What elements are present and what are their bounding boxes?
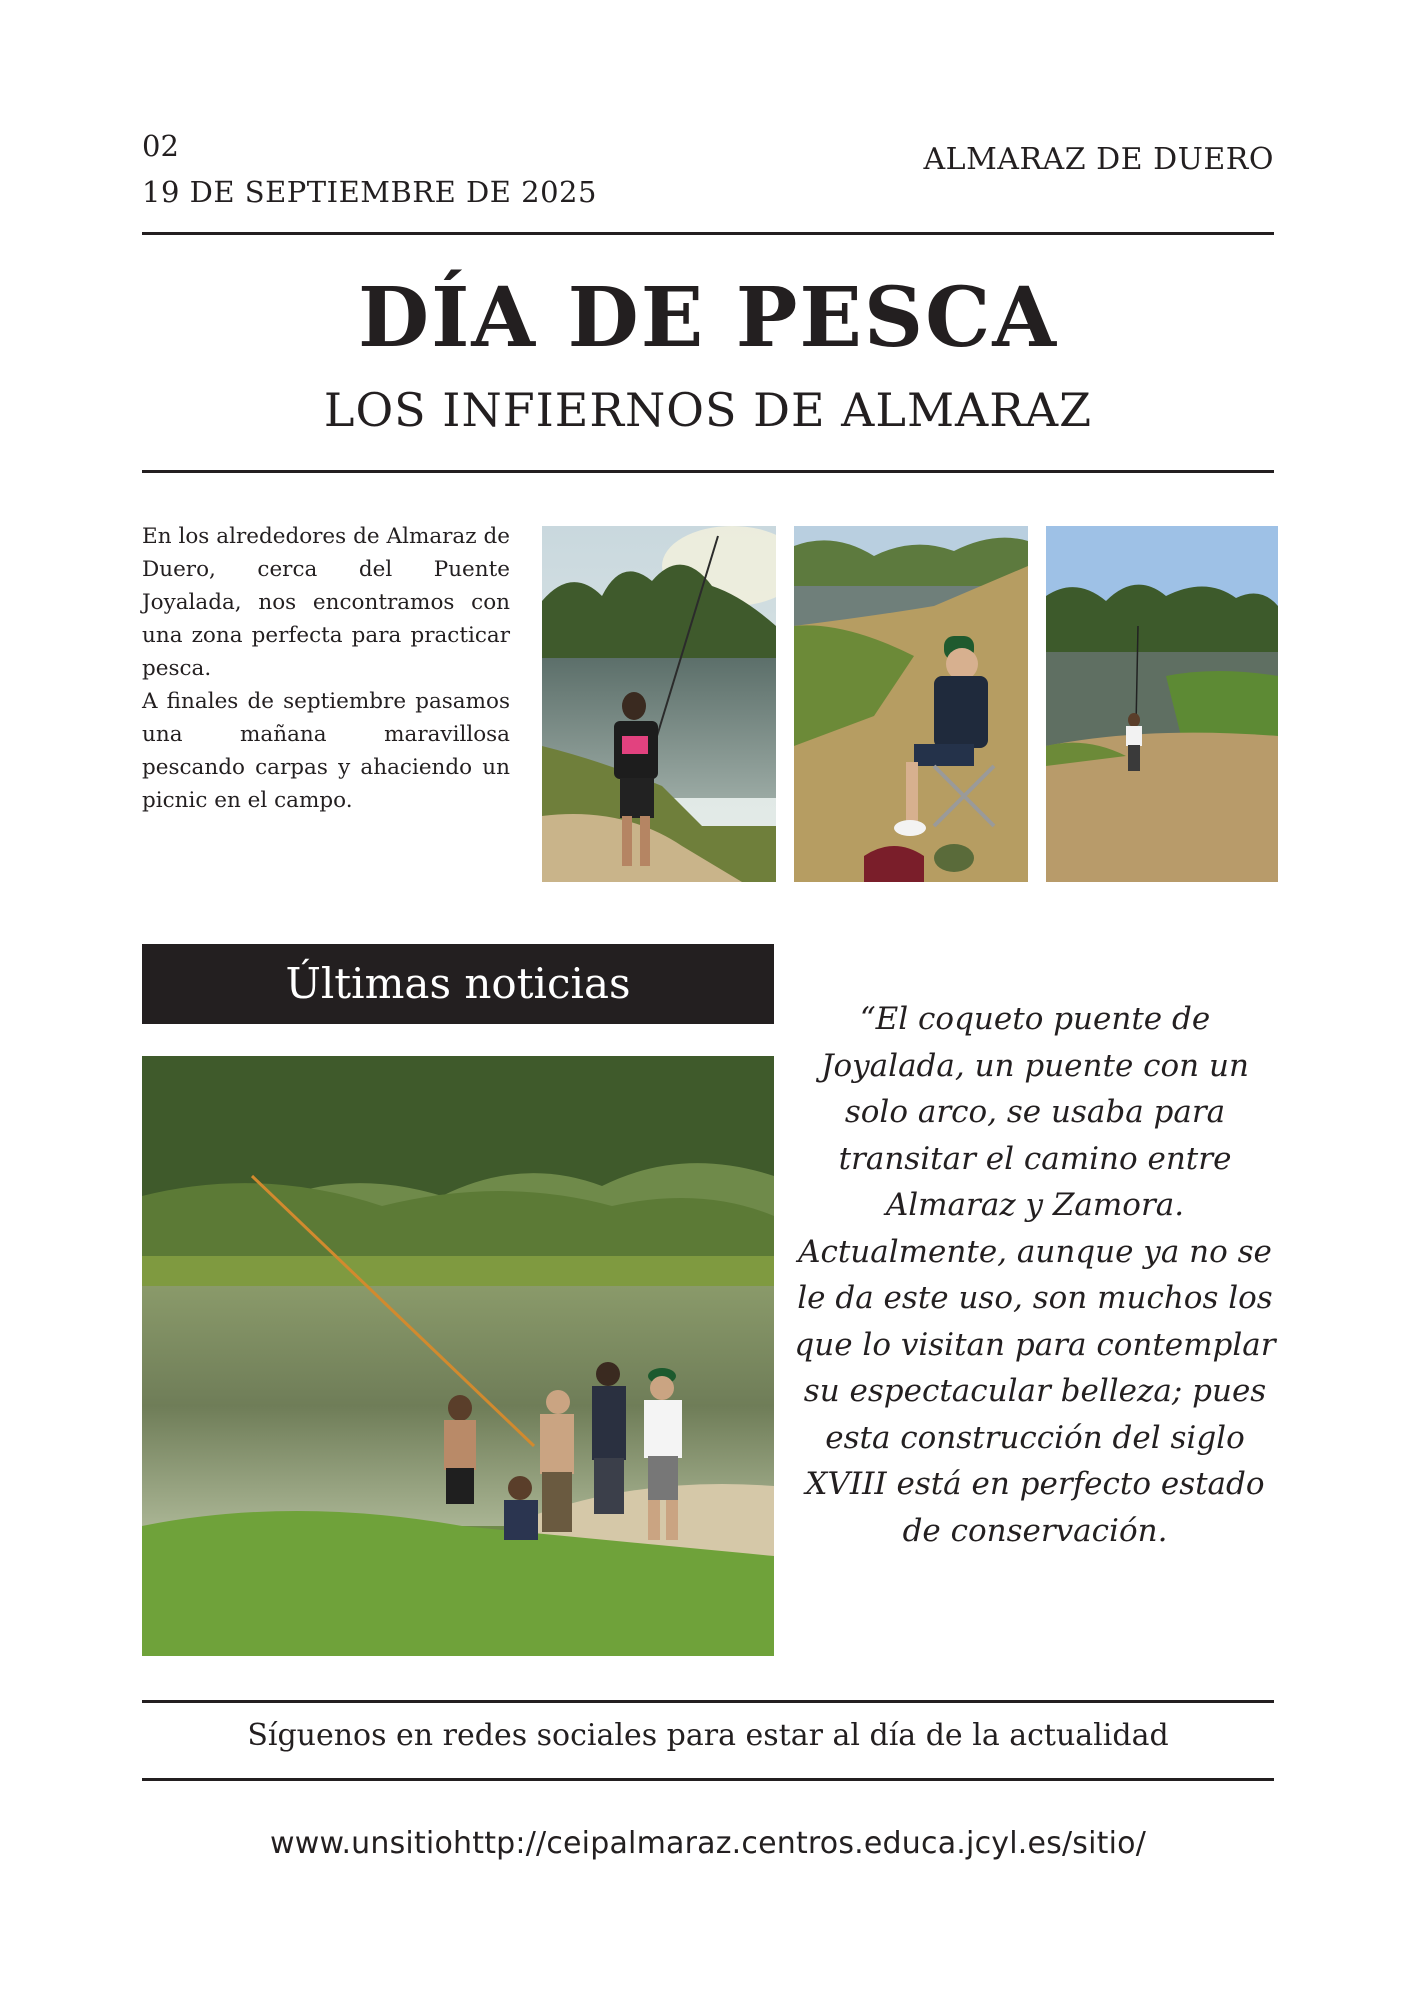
intro-paragraph: En los alrededores de Almaraz de Duero, cerca del Puente Joyalada, nos encontramos con una zona perfecta para practicar pesca. [142,524,510,681]
photo-boy-seated [794,526,1028,882]
page-subtitle: LOS INFIERNOS DE ALMARAZ [323,383,1093,437]
issue-number: 02 [142,129,179,163]
publication-date: 19 DE SEPTIEMBRE DE 2025 [142,175,597,209]
photo-group-fishing [142,1056,774,1656]
intro-paragraph: A finales de septiembre pasamos una mañana maravillosa pescando carpas y ahaciendo un picnic en el campo. [142,689,510,813]
footer-bottom-rule [142,1778,1274,1781]
photo-boy-fishing [542,526,776,882]
headline-rule [142,470,1274,473]
location-label: ALMARAZ DE DUERO [923,142,1274,177]
website-link[interactable]: www.unsitiohttp://ceipalmaraz.centros.educa.jcyl.es/sitio/ [269,1826,1147,1861]
footer-top-rule [142,1700,1274,1703]
pull-quote: “El coqueto puente de Joyalada, un puente con un solo arco, se usaba para transitar el camino entre Almaraz y Zamora. Actualmente, aunque ya no se le da este uso, son muchos los que lo visitan para contemplar su espectacular belleza; pues esta construcción del siglo XVIII está en perfecto estado de conservación. [794,1001,1276,1549]
photo-boy-shore [1046,526,1278,882]
page-title: DÍA DE PESCA [357,270,1059,366]
news-section-title: Últimas noticias [142,944,774,1024]
intro-text [142,520,510,817]
top-rule [142,232,1274,235]
social-media-text: Síguenos en redes sociales para estar al día de la actualidad [247,1718,1169,1753]
